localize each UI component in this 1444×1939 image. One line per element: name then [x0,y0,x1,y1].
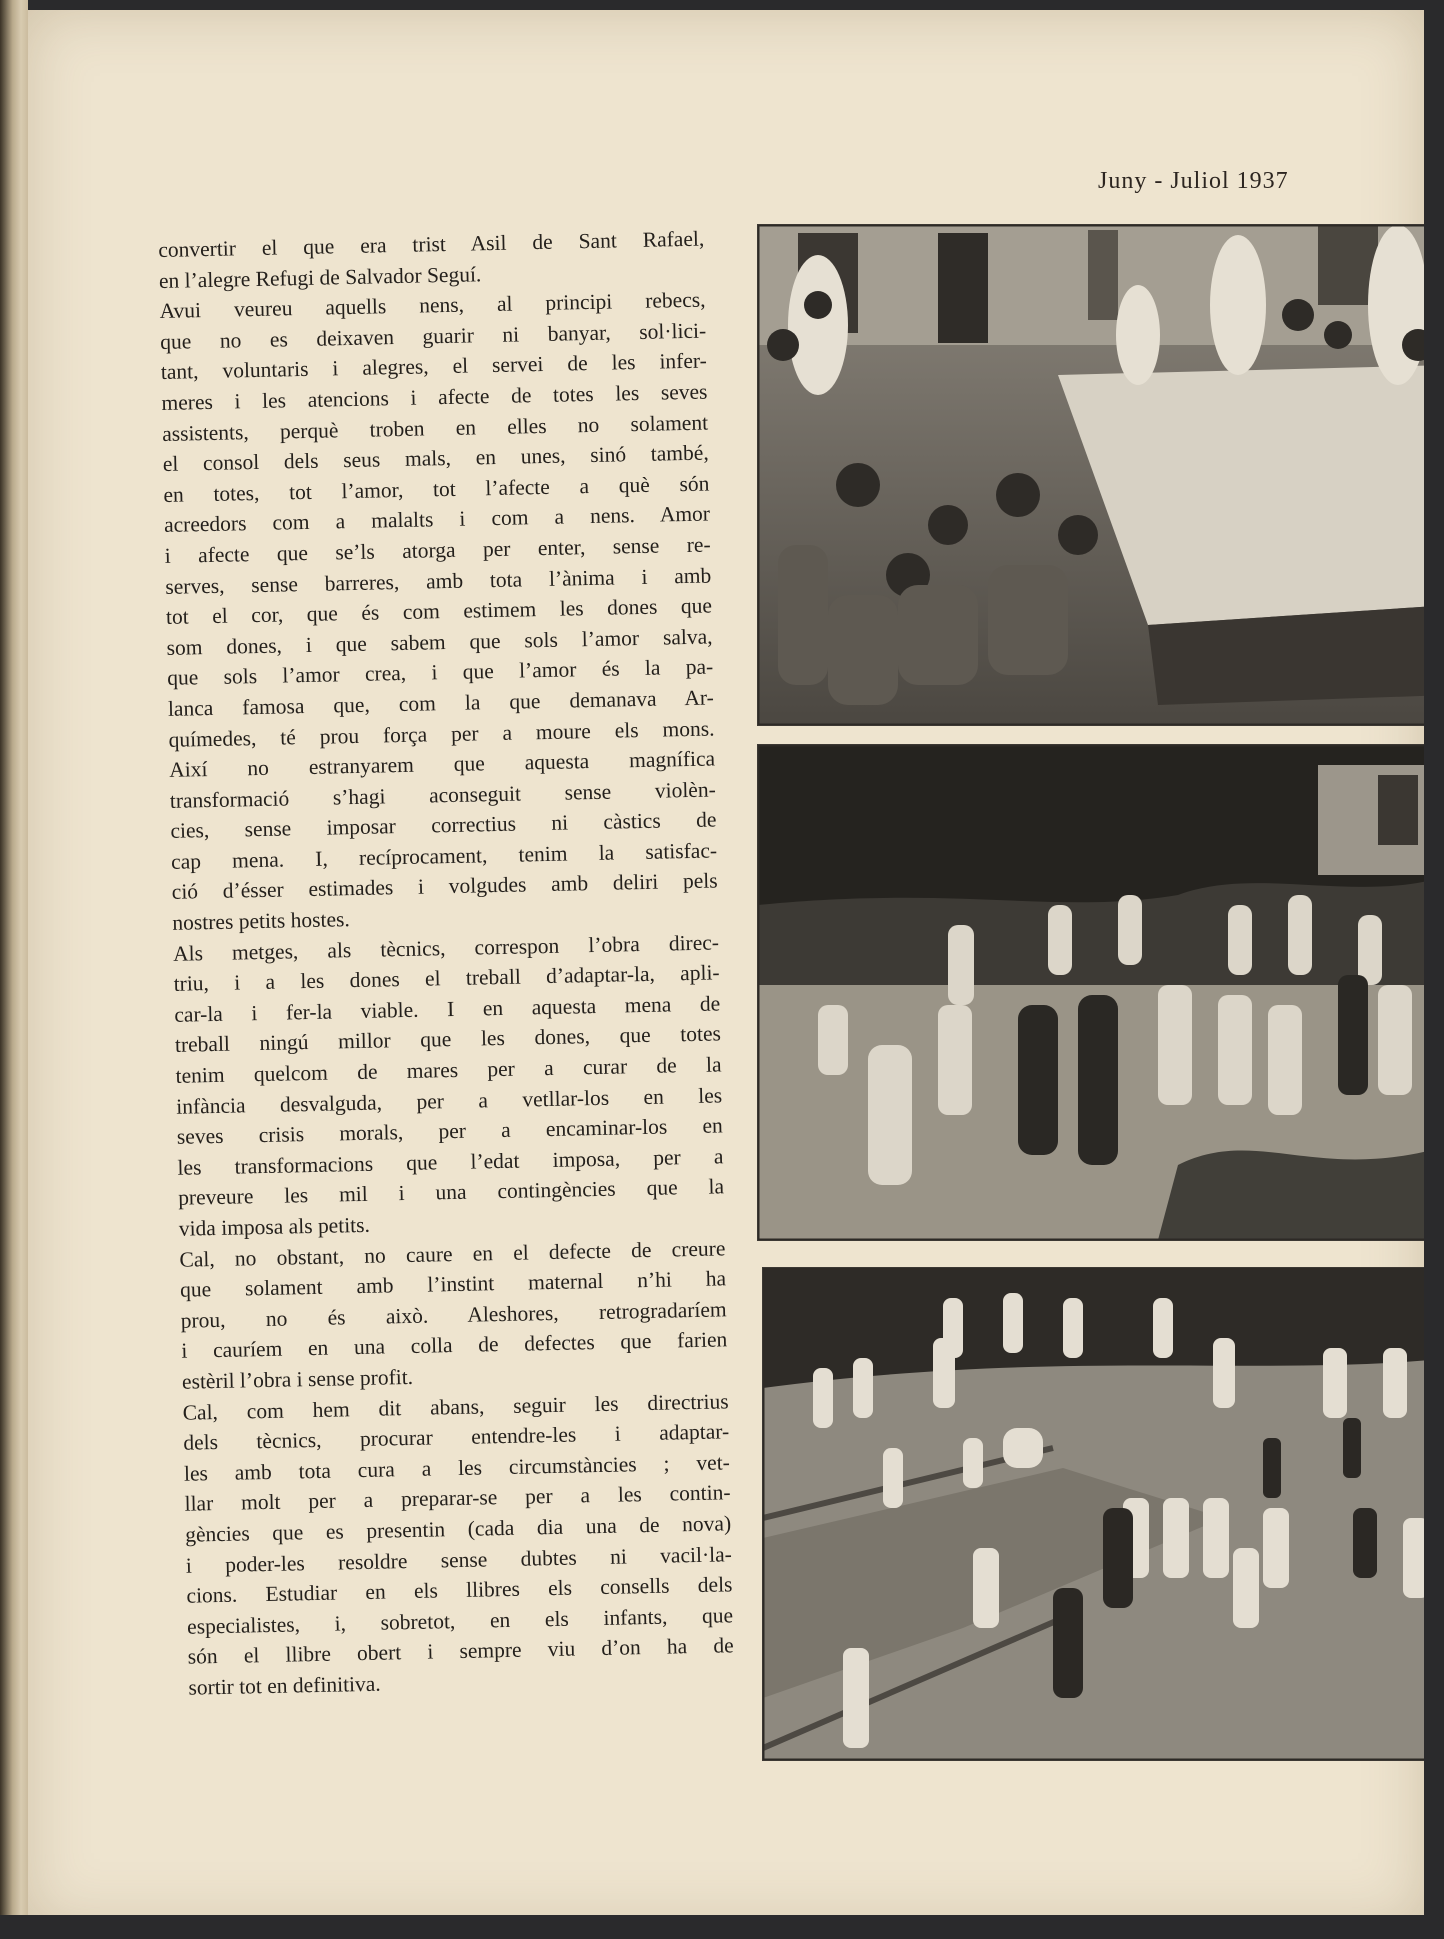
text-line: treball ningú millor que les dones, que totes [174,1021,722,1058]
text-line: ció d’ésser estimades i volgudes amb deliri pels [171,868,718,905]
text-line: en totes, tot l’amor, tot l’afecte a què són [163,471,710,507]
text-line: vida imposa als petits. [178,1212,371,1241]
text-line: som dones, i que sabem que sols l’amor salva, [166,624,713,660]
text-line: assistents, perquè troben en elles no solament [161,410,709,446]
text-line: estèril l’obra i sense profit. [181,1364,414,1394]
text-line: seves crisis morals, per a encaminar-los en [176,1113,724,1150]
scan-bottom-edge [0,1915,1444,1939]
text-line: dels tècnics, procurar entendre-les i adaptar- [183,1419,730,1455]
text-line: que solament amb l’instint maternal n’hi ha [179,1266,727,1302]
text-line: gències que es presentin (cada dia una de nova) [184,1511,732,1547]
text-line: les transformacions que l’edat imposa, per a [177,1144,724,1180]
text-line: Cal, no obstant, no caure en el defecte de creure [179,1235,726,1272]
text-line: especialistes, i, sobretot, en els infants, que [186,1602,734,1639]
text-line: químedes, té prou força per a moure els mons. [168,715,715,752]
text-line: que sols l’amor crea, i que l’amor és la pa- [167,654,714,691]
photo-overhead-ring-dance [763,1268,1424,1760]
running-header: Juny - Juliol 1937 [1098,168,1289,194]
text-line: tant, voluntaris i alegres, el servei de les infer- [160,348,708,385]
text-line: Avui veureu aquells nens, al principi rebecs, [159,287,706,324]
text-line: són el llibre obert i sempre viu d’on ha de [187,1633,734,1669]
text-line: infància desvalguda, per a vetllar-los en les [176,1083,723,1119]
book-binding [0,0,28,1939]
text-line: cies, sense imposar correctius ni càstics de [170,807,717,844]
text-line: Als metges, als tècnics, correspon l’obra direc- [172,930,720,966]
text-line: i poder-les resoldre sense dubtes ni vacil·la- [185,1541,732,1578]
text-line: prou, no és això. Aleshores, retrogradaríem [180,1297,727,1333]
text-line: car-la i fer-la viable. I en aquesta mena de [174,991,721,1027]
text-line: nostres petits hostes. [172,907,350,935]
text-line: convertir el que era trist Asil de Sant Rafael, [158,226,705,262]
text-line: llar molt per a preparar-se per a les contin- [184,1480,731,1517]
text-line: serves, sense barreres, amb tota l’ànima i amb [165,563,712,599]
text-line: en l’alegre Refugi de Salvador Seguí. [158,261,482,293]
text-line: i afecte que se’ls atorga per enter, sense re- [164,532,711,568]
text-line: Així no estranyarem que aquesta magnífica [168,746,716,782]
text-line: tenim quelcom de mares per a curar de la [175,1052,722,1088]
text-line: sortir tot en definitiva. [188,1671,381,1700]
article-text-column [158,224,735,1704]
text-line: meres i les atencions i afecte de totes les seves [161,379,708,415]
text-line: i cauríem en una colla de defectes que farien [181,1327,728,1364]
text-line: tot el cor, que és com estimem les dones que [165,593,713,630]
photo-terrace-children-nurses [758,225,1424,725]
text-line: cions. Estudiar en els llibres els consells dels [186,1572,733,1608]
text-line: transformació s’hagi aconseguit sense violèn- [169,777,716,813]
text-line: les amb tota cura a les circumstàncies ; vet- [183,1450,731,1486]
magazine-page [28,10,1424,1925]
text-line: cap mena. I, recíprocament, tenim la satisfac- [170,838,718,874]
text-line: el consol dels seus mals, en unes, sinó també, [162,440,709,477]
text-line: que no es deixaven guarir ni banyar, sol·lici- [159,318,707,354]
text-line: lanca famosa que, com la que demanava Ar- [167,685,715,721]
text-line: Cal, com hem dit abans, seguir les directrius [182,1388,729,1425]
text-line: acreedors com a malalts i com a nens. Amor [163,501,711,538]
text-line: preveure les mil i una contingències que la [177,1174,725,1211]
photo-courtyard-circle-game [758,745,1424,1240]
text-line: triu, i a les dones el treball d’adaptar-la, apli- [173,960,720,997]
